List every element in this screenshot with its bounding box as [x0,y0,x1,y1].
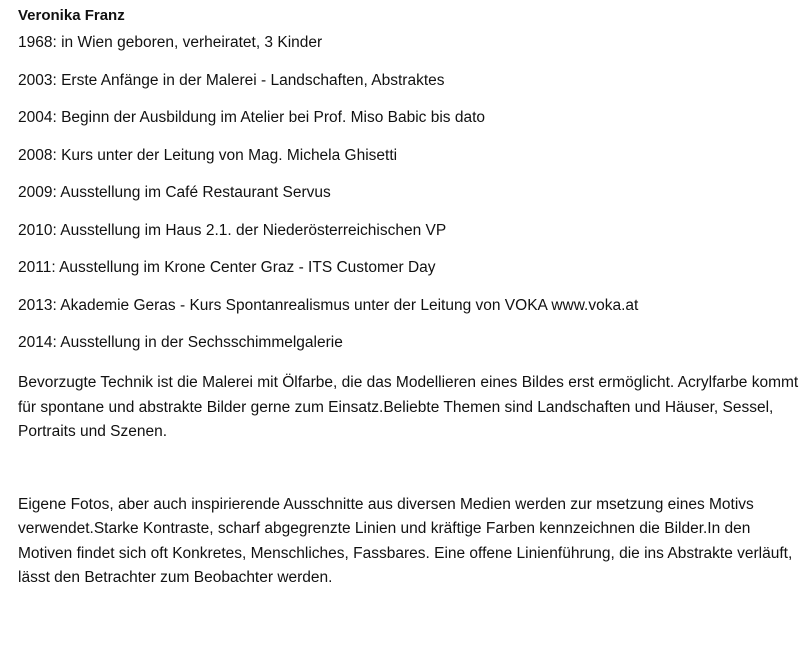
timeline-entry: 2013: Akademie Geras - Kurs Spontanrealismus unter der Leitung von VOKA www.voka.at [18,296,639,314]
timeline-entry: 2009: Ausstellung im Café Restaurant Servus [18,184,331,201]
timeline-entry: 2004: Beginn der Ausbildung im Atelier bei Prof. Miso Babic bis dato [18,109,485,126]
timeline-entry: 2011: Ausstellung im Krone Center Graz - ITS Customer Day [18,259,436,276]
document-page [18,6,803,591]
motif-paragraph: Eigene Fotos, aber auch inspirierende Ausschnitte aus diversen Medien werden zur msetzung eines Motivs verwendet.Starke Kontraste, scharf abgegrenzte Linien und kräftige Farben kennzeichnen die Bilder.In den Motiven findet sich oft Konkretes, Menschliches, Fassbares. Eine offene Linienführung, die ins Abstrakte verläuft, lässt den Betrachter zum Beobachter werden. [18,495,793,586]
timeline-list [18,33,803,353]
timeline-entry: 1968: in Wien geboren, verheiratet, 3 Kinder [18,34,323,51]
timeline-entry: 2003: Erste Anfänge in der Malerei - Landschaften, Abstraktes [18,71,445,89]
timeline-entry: 2014: Ausstellung in der Sechsschimmelgalerie [18,334,343,351]
timeline-entry: 2008: Kurs unter der Leitung von Mag. Michela Ghisetti [18,146,398,164]
technique-paragraph: Bevorzugte Technik ist die Malerei mit Ölfarbe, die das Modellieren eines Bildes erst ermöglicht. Acrylfarbe kommt für spontane und abstrakte Bilder gerne zum Einsatz.Beliebte Themen sind Landschaften und Häuser, Sessel, Portraits und Szenen. [18,374,799,440]
document-title: Veronika Franz [18,7,125,24]
timeline-entry: 2010: Ausstellung im Haus 2.1. der Niederösterreichischen VP [18,221,447,239]
